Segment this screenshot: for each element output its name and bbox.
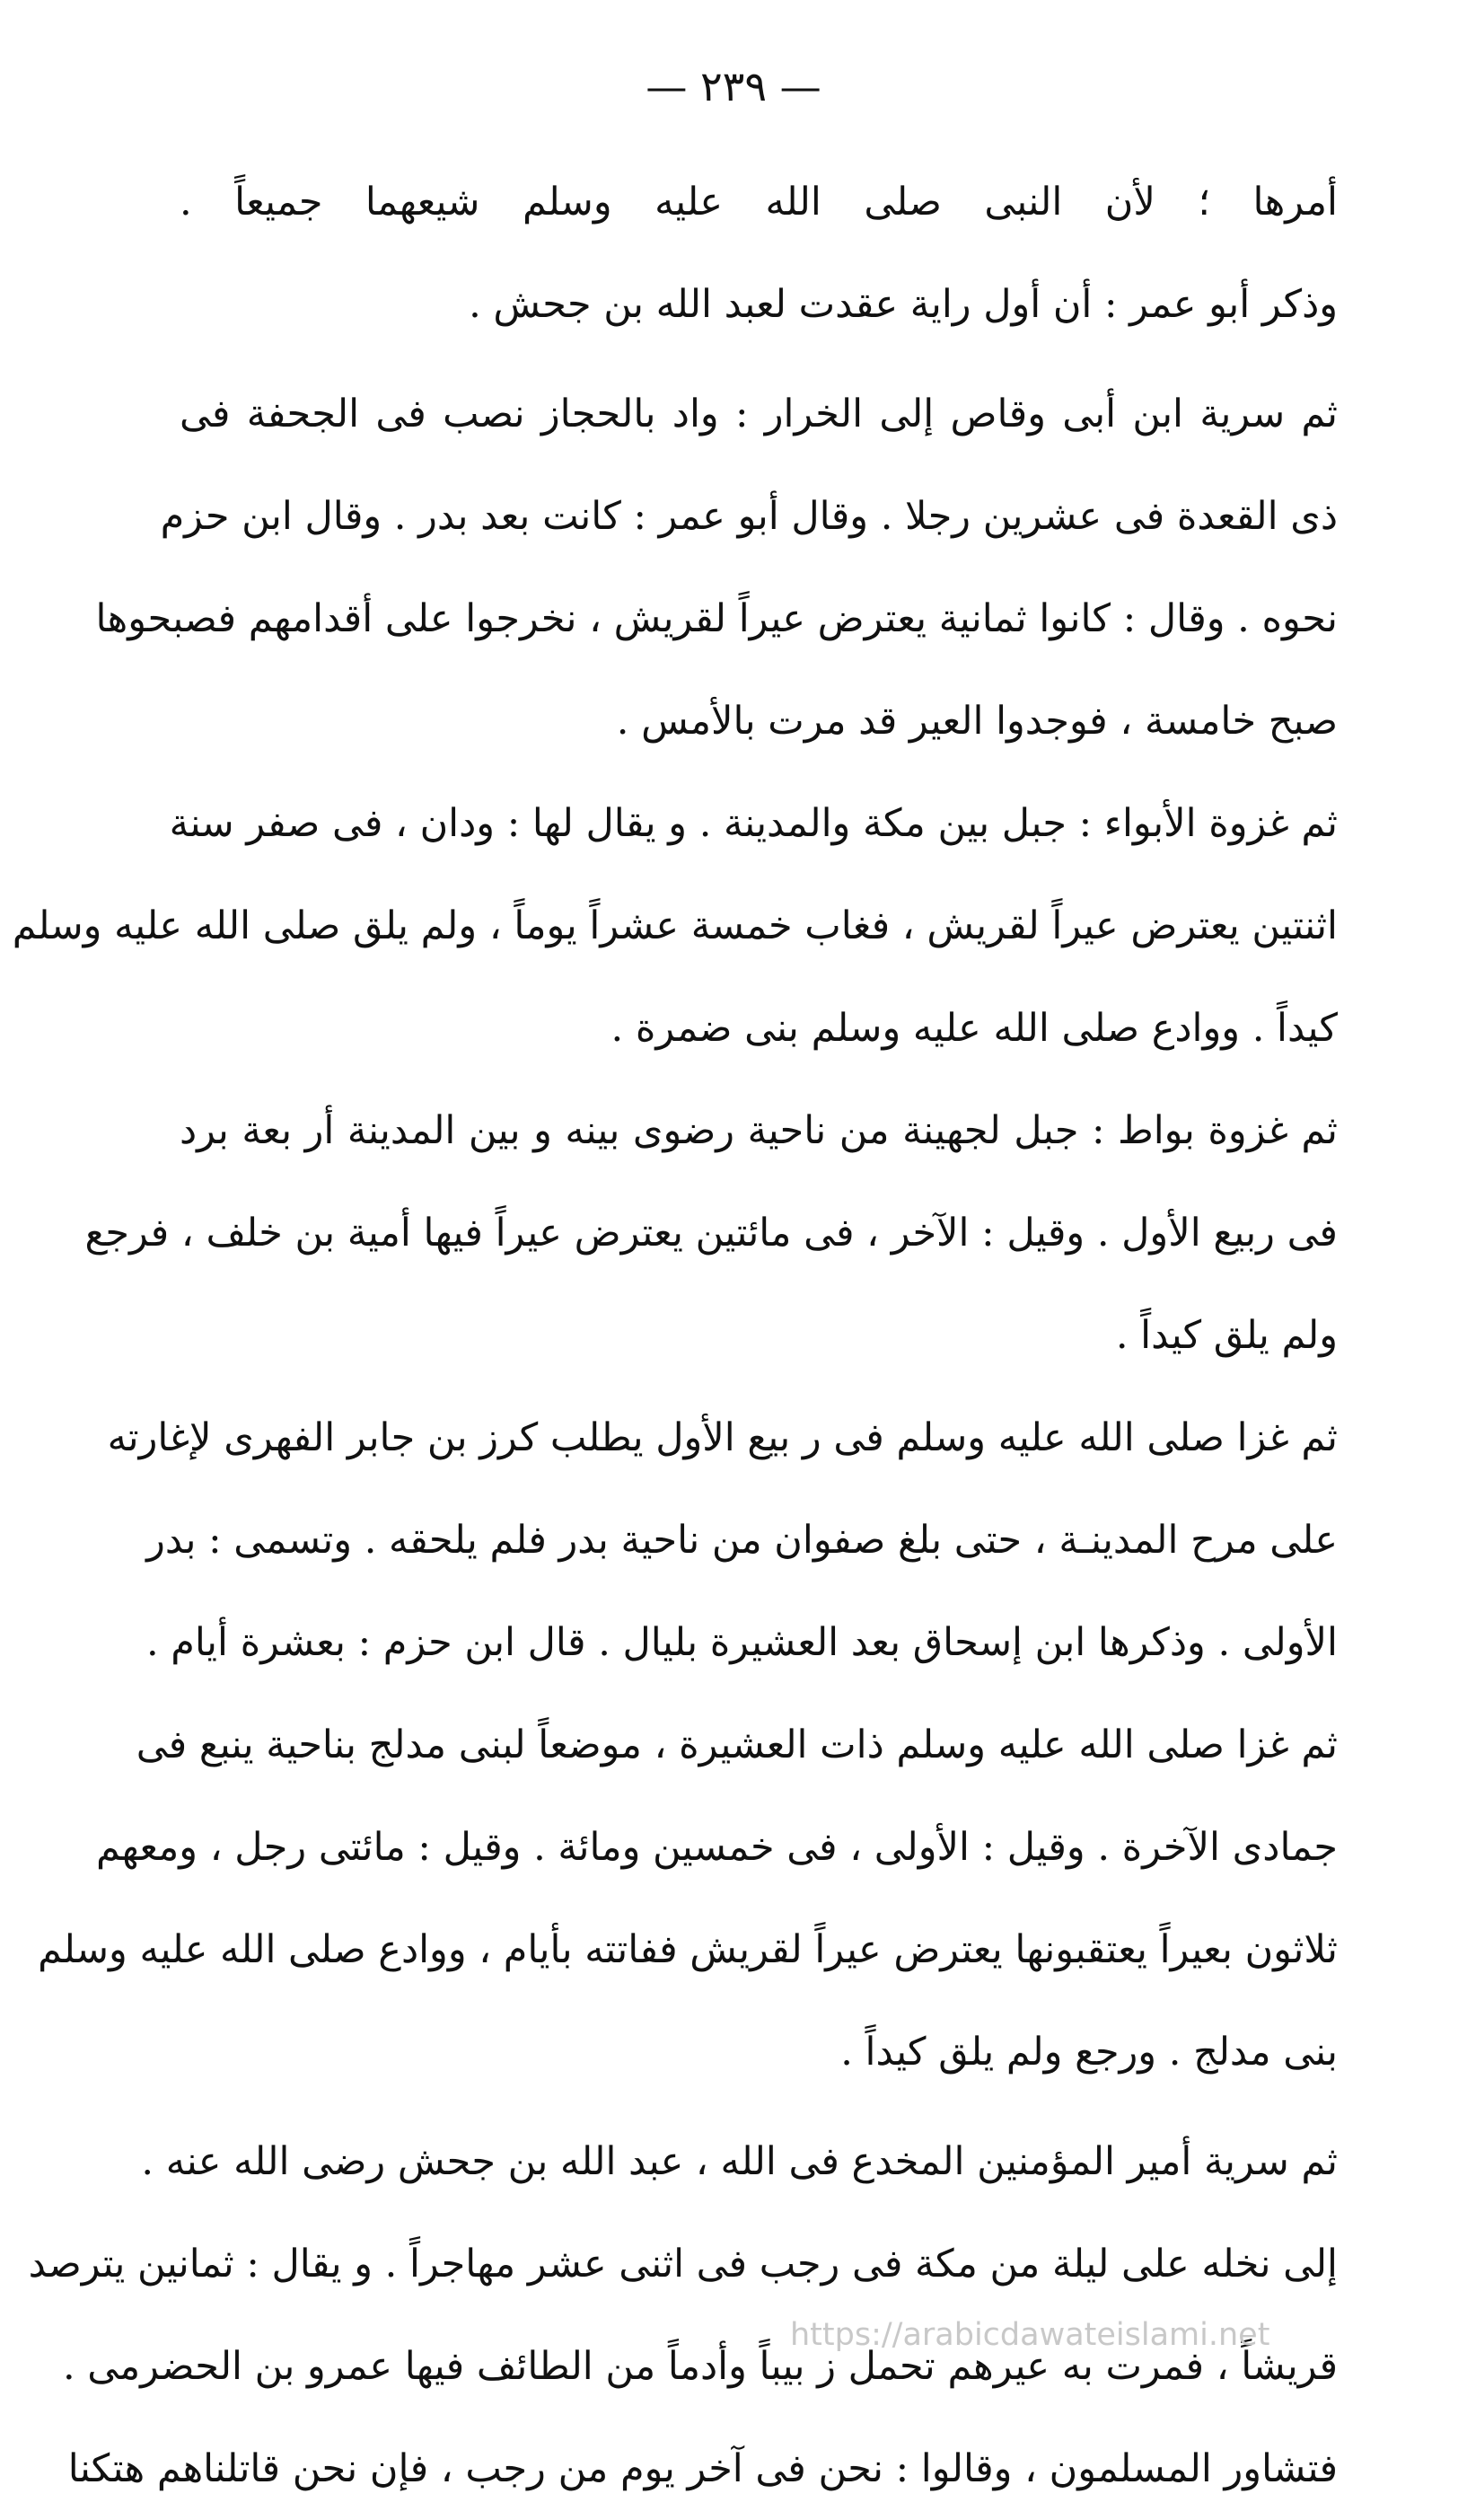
text-line: نحوه . وقال : كانوا ثمانية يعترض عيراً لقريش ، نخرجوا على أقدامهم فصبحوها (95, 596, 1338, 641)
text-line: وذكر أبو عمر : أن أول راية عقدت لعبد الله بن جحش . (469, 282, 1338, 327)
text-line: ثم غزوة الأبواء : جبل بين مكة والمدينة . و يقال لها : ودان ، فى صفر سنة (169, 801, 1338, 846)
text-line: ذى القعدة فى عشرين رجلا . وقال أبو عمر : كانت بعد بدر . وقال ابن حزم (160, 494, 1338, 539)
text-line: كيداً . ووادع صلى الله عليه وسلم بنى ضمرة . (611, 1006, 1338, 1051)
text-line: على مرح المدينـة ، حتى بلغ صفوان من ناحية بدر فلم يلحقه . وتسمى : بدر (146, 1518, 1338, 1563)
text-line: قريشاً ، فمرت به عيرهم تحمل ز بيباً وأدماً من الطائف فيها عمرو بن الحضرمى . (62, 2344, 1338, 2389)
text-line: ثم سرية ابن أبى وقاص إلى الخرار : واد بالحجاز نصب فى الجحفة فى (180, 392, 1338, 436)
text-line: ثم غزا صلى الله عليه وسلم فى ر بيع الأول يطلب كرز بن جابر الفهرى لإغارته (107, 1415, 1338, 1460)
text-line: جمادى الآخرة . وقيل : الأولى ، فى خمسين ومائة . وقيل : مائتى رجل ، ومعهم (96, 1825, 1338, 1870)
text-line: بنى مدلج . ورجع ولم يلق كيداً . (840, 2030, 1338, 2075)
page-number: — ٢٣٩ — (646, 62, 821, 110)
text-line: ولم يلق كيداً . (1115, 1313, 1338, 1358)
text-line: إلى نخله على ليلة من مكة فى رجب فى اثنى عشر مهاجراً . و يقال : ثمانين يترصد (28, 2242, 1338, 2287)
text-line: فى ربيع الأول . وقيل : الآخر ، فى مائتين يعترض عيراً فيها أمية بن خلف ، فرجع (84, 1211, 1338, 1256)
text-line: ثلاثون بعيراً يعتقبونها يعترض عيراً لقريش ففاتته بأيام ، ووادع صلى الله عليه وسلم (38, 1927, 1338, 1972)
page-body-text (12, 151, 1338, 2520)
text-line: الأولى . وذكرها ابن إسحاق بعد العشيرة بليال . قال ابن حزم : بعشرة أيام . (145, 1620, 1338, 1665)
watermark-url: https://arabicdawateislami.net (790, 2317, 1270, 2353)
text-line: ثم سرية أمير المؤمنين المخدع فى الله ، عبد الله بن جحش رضى الله عنه . (141, 2139, 1338, 2184)
text-line: اثنتين يعترض عيراً لقريش ، فغاب خمسة عشراً يوماً ، ولم يلق صلى الله عليه وسلم (12, 903, 1338, 948)
text-line: صبح خامسة ، فوجدوا العير قد مرت بالأمس . (616, 699, 1338, 744)
text-line: ثم غزا صلى الله عليه وسلم ذات العشيرة ، موضعاً لبنى مدلج بناحية ينبع فى (136, 1723, 1338, 1767)
text-line: أمرها ؛ لأن النبى صلى الله عليه وسلم شيعهما جميعاً . (180, 180, 1338, 225)
text-line: فتشاور المسلمون ، وقالوا : نحن فى آخر يوم من رجب ، فإن نحن قاتلناهم هتكنا (67, 2446, 1338, 2491)
text-line: ثم غزوة بواط : جبل لجهينة من ناحية رضوى بينه و بين المدينة أر بعة برد (180, 1108, 1338, 1153)
